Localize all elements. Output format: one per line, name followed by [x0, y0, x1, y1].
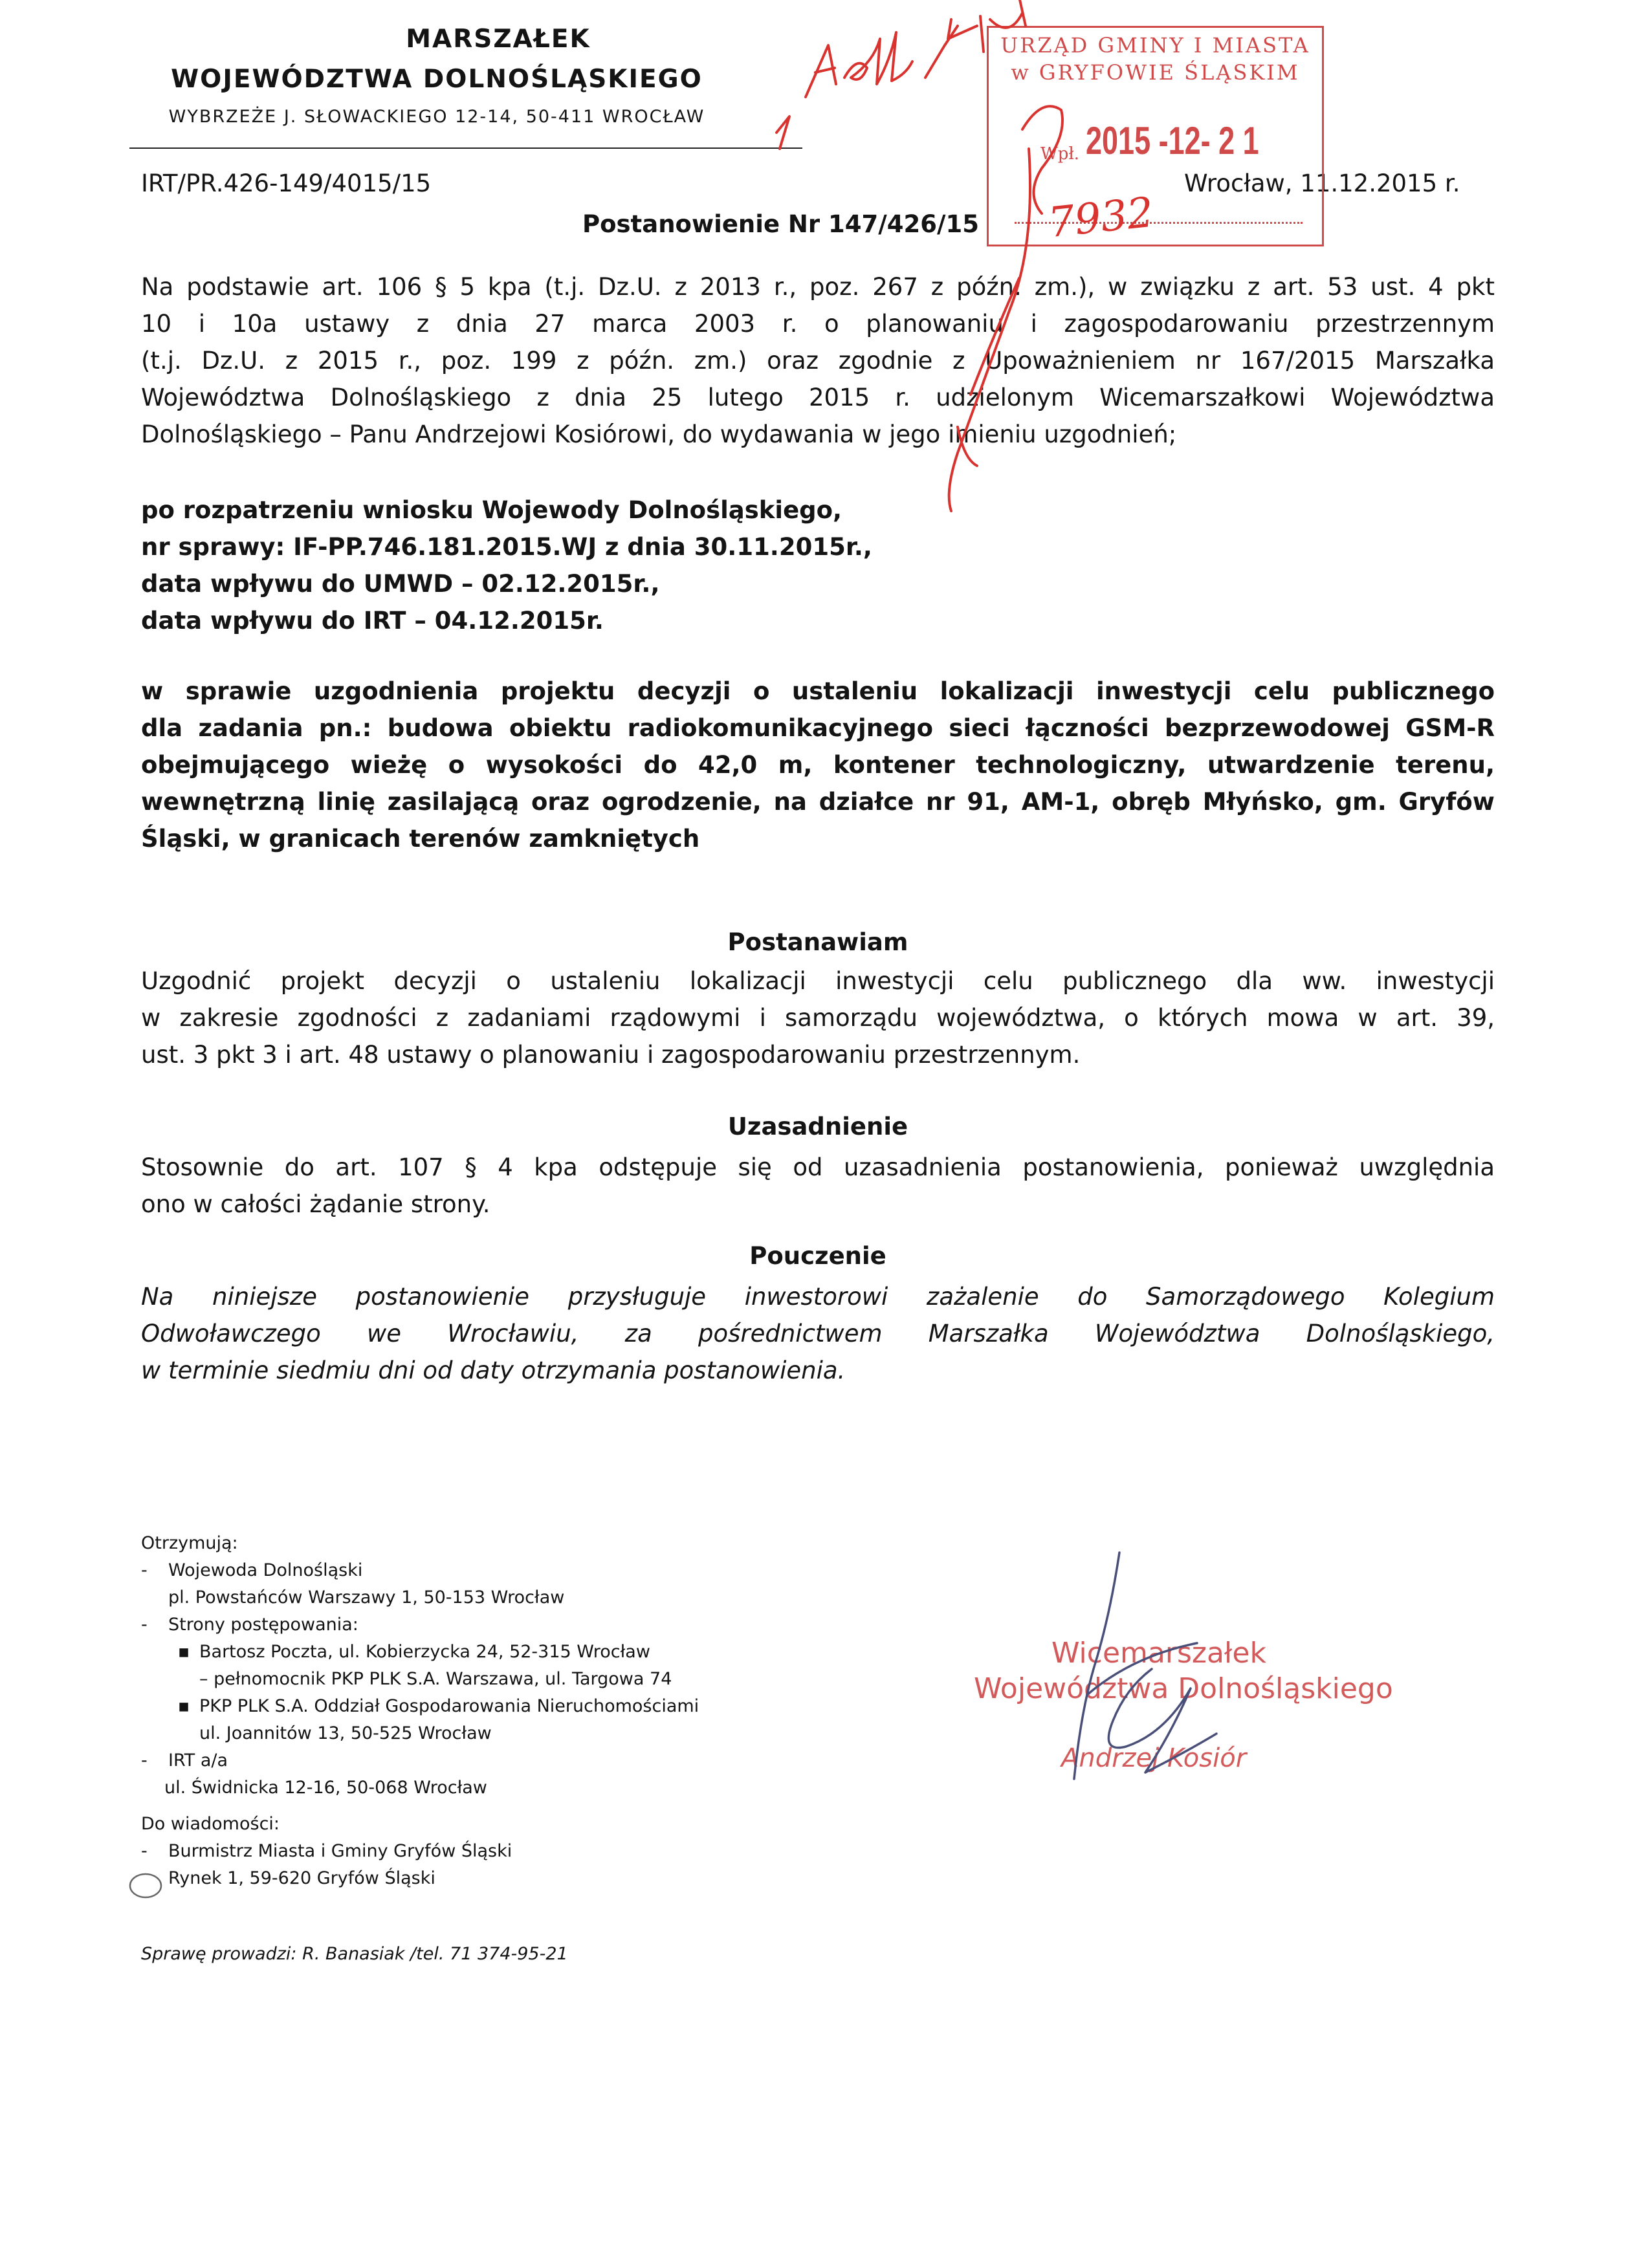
recipient-row	[141, 1611, 853, 1639]
intro-line: (t.j. Dz.U. z 2015 r., poz. 199 z późn. zm.) oraz zgodnie z Upoważnieniem nr 167/2015 Marszałka	[141, 347, 1495, 375]
subject-line: dla zadania pn.: budowa obiektu radiokomunikacyjnego sieci łączności bezprzewodowej GSM-R	[141, 714, 1495, 742]
recipient-row	[141, 1639, 853, 1666]
list-dash: -	[141, 1841, 148, 1861]
recipient-row	[141, 1584, 853, 1611]
recipient-text: pl. Powstańców Warszawy 1, 50-153 Wrocław	[168, 1587, 565, 1608]
ink-scrawl-3	[990, 0, 1026, 28]
reference-number: IRT/PR.426-149/4015/15	[141, 169, 432, 197]
justification-paragraph	[141, 1149, 1495, 1223]
request-line: data wpływu do IRT – 04.12.2015r.	[141, 607, 604, 635]
recipients-heading: Otrzymują:	[141, 1533, 238, 1553]
stamp-date: 2015 -12- 2 1	[1086, 119, 1259, 162]
ink-mark	[776, 116, 789, 149]
subject-line: obejmującego wieżę o wysokości do 42,0 m, kontener technologiczny, utwardzenie terenu,	[141, 751, 1495, 779]
recipient-text: Wojewoda Dolnośląski	[168, 1560, 363, 1580]
subject-line: Śląski, w granicach terenów zamkniętych	[141, 825, 700, 853]
document-title: Postanowienie Nr 147/426/15	[582, 210, 980, 238]
recipient-row	[141, 1666, 853, 1693]
ink-letter-a	[806, 45, 836, 97]
recipient-row	[141, 1747, 853, 1774]
subject-line: w sprawie uzgodnienia projektu decyzji o ustaleniu lokalizacji inwestycji celu publicznego	[141, 677, 1495, 705]
decision-heading: Postanawiam	[727, 928, 908, 956]
intro-line: 10 i 10a ustawy z dnia 27 marca 2003 r. o planowaniu i zagospodarowaniu przestrzennym	[141, 310, 1495, 338]
stamp-wpl-label: Wpł.	[1040, 144, 1080, 164]
subject-block	[141, 673, 1495, 857]
list-dash: -	[141, 1615, 148, 1635]
signature-name: Andrzej Kosiór	[1061, 1743, 1247, 1773]
request-line: po rozpatrzeniu wniosku Wojewody Dolnośląskiego,	[141, 496, 842, 524]
received-stamp	[987, 26, 1324, 246]
list-dash: -	[141, 1560, 148, 1580]
handled-by-note: Sprawę prowadzi: R. Banasiak /tel. 71 374-95-21	[141, 1944, 568, 1964]
decision-paragraph	[141, 963, 1495, 1073]
place-date: Wrocław, 11.12.2015 r.	[1184, 169, 1460, 197]
justification-line: ono w całości żądanie strony.	[141, 1190, 490, 1218]
recipient-text: PKP PLK S.A. Oddział Gospodarowania Nieruchomościami	[199, 1696, 699, 1716]
intro-line: Województwa Dolnośląskiego z dnia 25 lutego 2015 r. udzielonym Wicemarszałkowi Województwa	[141, 384, 1495, 411]
recipient-text: – pełnomocnik PKP PLK S.A. Warszawa, ul. Targowa 74	[199, 1669, 672, 1689]
cc-text: Burmistrz Miasta i Gminy Gryfów Śląski	[168, 1841, 512, 1861]
cc-heading: Do wiadomości:	[141, 1814, 280, 1834]
subject-line: wewnętrzną linię zasilającą oraz ogrodzenie, na działce nr 91, AM-1, obręb Młyńsko, gm. Gryfów	[141, 788, 1495, 816]
request-line: nr sprawy: IF-PP.746.181.2015.WJ z dnia 30.11.2015r.,	[141, 533, 872, 561]
instruction-paragraph	[141, 1278, 1495, 1389]
instruction-line: w terminie siedmiu dni od daty otrzymania postanowienia.	[141, 1357, 846, 1384]
intro-line: Dolnośląskiego – Panu Andrzejowi Kosiórowi, do wydawania w jego imieniu uzgodnień;	[141, 420, 1177, 448]
list-bullet: ▪	[177, 1696, 190, 1716]
intro-paragraph	[141, 268, 1495, 453]
instruction-line: Odwoławczego we Wrocławiu, za pośrednictwem Marszałka Województwa Dolnośląskiego,	[141, 1320, 1495, 1347]
cc-text: Rynek 1, 59-620 Gryfów Śląski	[168, 1868, 435, 1888]
letterhead-org-line1: MARSZAŁEK	[406, 25, 591, 54]
letterhead-org-line2: WOJEWÓDZTWA DOLNOŚLĄSKIEGO	[171, 65, 703, 94]
recipient-row	[141, 1557, 853, 1584]
decision-line: Uzgodnić projekt decyzji o ustaleniu lokalizacji inwestycji celu publicznego dla ww. inwestycji	[141, 967, 1495, 995]
handwritten-number: 7932	[1046, 188, 1156, 248]
signature-title-line2: Województwa Dolnośląskiego	[974, 1672, 1393, 1705]
recipient-row	[141, 1693, 853, 1720]
stamp-office-line2: w GRYFOWIE ŚLĄSKIM	[1011, 60, 1300, 85]
letterhead-divider	[129, 147, 802, 149]
decision-line: w zakresie zgodności z zadaniami rządowymi i samorządu województwa, o których mowa w art. 39,	[141, 1004, 1495, 1032]
cc-row	[141, 1865, 853, 1892]
recipient-row	[141, 1774, 853, 1802]
recipient-row	[141, 1720, 853, 1747]
cc-row	[141, 1838, 853, 1865]
request-line: data wpływu do UMWD – 02.12.2015r.,	[141, 570, 660, 598]
recipient-text: IRT a/a	[168, 1750, 228, 1771]
letterhead-address: WYBRZEŻE J. SŁOWACKIEGO 12-14, 50-411 WROCŁAW	[168, 107, 705, 127]
recipient-text: ul. Joannitów 13, 50-525 Wrocław	[199, 1723, 492, 1743]
request-block	[141, 492, 1112, 639]
instruction-line: Na niniejsze postanowienie przysługuje inwestorowi zażalenie do Samorządowego Kolegium	[141, 1283, 1495, 1311]
justification-line: Stosownie do art. 107 § 4 kpa odstępuje się od uzasadnienia postanowienia, ponieważ uwzględnia	[141, 1153, 1495, 1181]
list-bullet: ▪	[177, 1642, 190, 1662]
decision-line: ust. 3 pkt 3 i art. 48 ustawy o planowaniu i zagospodarowaniu przestrzennym.	[141, 1041, 1081, 1069]
recipient-text: ul. Świdnicka 12-16, 50-068 Wrocław	[164, 1778, 487, 1798]
ink-signature-scrawl	[844, 32, 912, 84]
intro-line: Na podstawie art. 106 § 5 kpa (t.j. Dz.U. z 2013 r., poz. 267 z późn. zm.), w związku z art. 53 ust. 4 pkt	[141, 273, 1495, 301]
recipients-list	[141, 1530, 853, 1892]
signature-title-line1: Wicemarszałek	[1051, 1637, 1266, 1670]
list-dash: -	[141, 1750, 148, 1771]
ink-scrawl-2	[925, 16, 984, 78]
instruction-heading: Pouczenie	[749, 1242, 886, 1270]
recipient-text: Bartosz Poczta, ul. Kobierzycka 24, 52-315 Wrocław	[199, 1642, 650, 1662]
stamp-office-line1: URZĄD GMINY I MIASTA	[1000, 33, 1310, 58]
justification-heading: Uzasadnienie	[727, 1113, 908, 1140]
circle-mark	[126, 1870, 165, 1902]
recipient-text: Strony postępowania:	[168, 1615, 358, 1635]
